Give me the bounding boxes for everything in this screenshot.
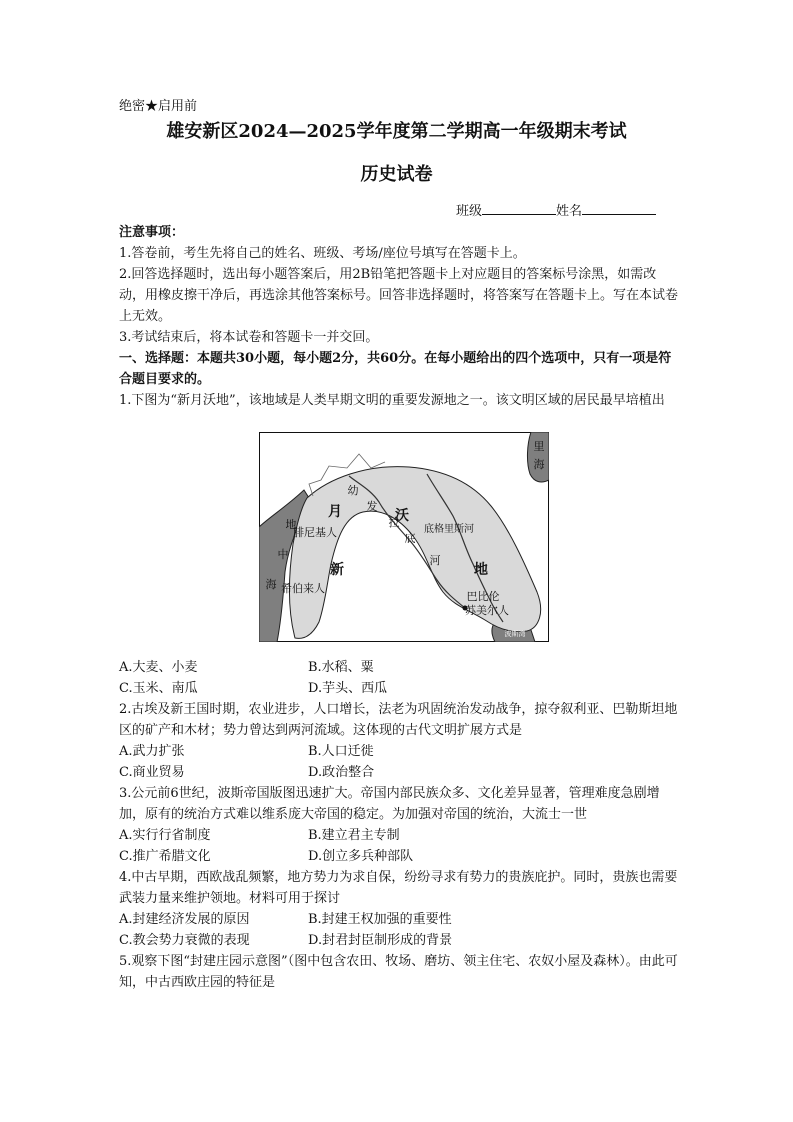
- student-info: [456, 200, 656, 219]
- confidential-mark: 绝密★启用前: [119, 99, 198, 114]
- note-item: 3.考试结束后，将本试卷和答题卡一并交回。: [119, 330, 379, 345]
- option-c: C.商业贸易: [119, 765, 185, 780]
- euphrates-label: 拉: [388, 516, 400, 529]
- option-d: D.芋头、西瓜: [308, 681, 388, 696]
- option-c: C.推广希腊文化: [119, 849, 211, 864]
- option-a: A.武力扩张: [119, 744, 185, 759]
- option-b: B.封建王权加强的重要性: [308, 912, 452, 927]
- fertile-crescent-map: [259, 432, 549, 642]
- option-c: C.玉米、南瓜: [119, 681, 198, 696]
- note-item: 1.答卷前，考生先将自己的姓名、班级、考场/座位号填写在答题卡上。: [119, 246, 526, 261]
- option-b: B.人口迁徙: [308, 744, 374, 759]
- option-d: D.创立多兵种部队: [308, 849, 414, 864]
- caspian-label: 海: [533, 458, 545, 471]
- crescent-label: 新: [330, 562, 344, 578]
- hebrew-label: 希伯来人: [281, 582, 325, 595]
- euphrates-label: 底: [404, 532, 416, 545]
- question-stem: 3.公元前6世纪，波斯帝国版图迅速扩大。帝国内部民族众多、文化差异显著，管理难度急剧增加，原有的统治方式难以维系庞大帝国的稳定。为加强对帝国的统治，大流士一世: [119, 786, 660, 822]
- crescent-label: 沃: [395, 508, 409, 524]
- option-a: A.大麦、小麦: [119, 660, 198, 675]
- euphrates-label: 河: [429, 554, 441, 567]
- persian-gulf-label: 波斯湾: [504, 630, 526, 638]
- class-blank[interactable]: [482, 202, 556, 215]
- euphrates-label: 幼: [347, 484, 359, 497]
- name-label: 姓名: [556, 204, 583, 219]
- notes-heading: 注意事项：: [119, 225, 185, 240]
- exam-subject: 历史试卷: [360, 164, 433, 185]
- option-a: A.封建经济发展的原因: [119, 912, 250, 927]
- option-b: B.水稻、粟: [308, 660, 374, 675]
- crescent-label: 地: [474, 562, 488, 578]
- option-b: B.建立君主专制: [308, 828, 400, 843]
- name-blank[interactable]: [582, 202, 656, 215]
- section-heading: 一、选择题：本题共30小题，每小题2分，共60分。在每小题给出的四个选项中，只有一项是符合题目要求的。: [119, 351, 672, 387]
- note-item: 2.回答选择题时，选出每小题答案后，用2B铅笔把答题卡上对应题目的答案标号涂黑，如需改动，用橡皮擦干净后，再选涂其他答案标号。回答非选择题时，将答案写在答题卡上。写在本试卷上无效。: [119, 267, 679, 324]
- question-stem: 1.下图为“新月沃地”，该地域是人类早期文明的重要发源地之一。该文明区域的居民最早培植出: [119, 393, 665, 408]
- exam-title: 雄安新区2024—2025学年度第二学期高一年级期末考试: [166, 121, 627, 142]
- option-d: D.封君封臣制形成的背景: [308, 933, 453, 948]
- mediterranean-label: 中: [277, 548, 289, 561]
- question-stem: 5.观察下图“封建庄园示意图”（图中包含农田、牧场、磨坊、领主住宅、农奴小屋及森林）。由此可知，中古西欧庄园的特征是: [119, 954, 678, 990]
- crescent-label: 月: [328, 504, 342, 520]
- caspian-label: 里: [533, 440, 545, 453]
- sumer-label: 苏美尔人: [465, 604, 509, 617]
- option-d: D.政治整合: [308, 765, 375, 780]
- class-label: 班级: [456, 204, 483, 219]
- option-a: A.实行行省制度: [119, 828, 211, 843]
- babylon-label: 巴比伦: [466, 590, 500, 603]
- phoenician-label: 腓尼基人: [293, 526, 337, 539]
- mediterranean-label: 地: [285, 518, 297, 531]
- option-c: C.教会势力衰微的表现: [119, 933, 250, 948]
- mediterranean-label: 海: [265, 578, 277, 591]
- tigris-label: 底格里斯河: [424, 524, 474, 535]
- question-stem: 4.中古早期，西欧战乱频繁，地方势力为求自保，纷纷寻求有势力的贵族庇护。同时，贵族也需要武装力量来维护领地。材料可用于探讨: [119, 870, 678, 906]
- euphrates-label: 发: [366, 500, 378, 513]
- question-stem: 2.古埃及新王国时期，农业进步，人口增长，法老为巩固统治发动战争，掠夺叙利亚、巴勒斯坦地区的矿产和木材；势力曾达到两河流域。这体现的古代文明扩展方式是: [119, 702, 678, 738]
